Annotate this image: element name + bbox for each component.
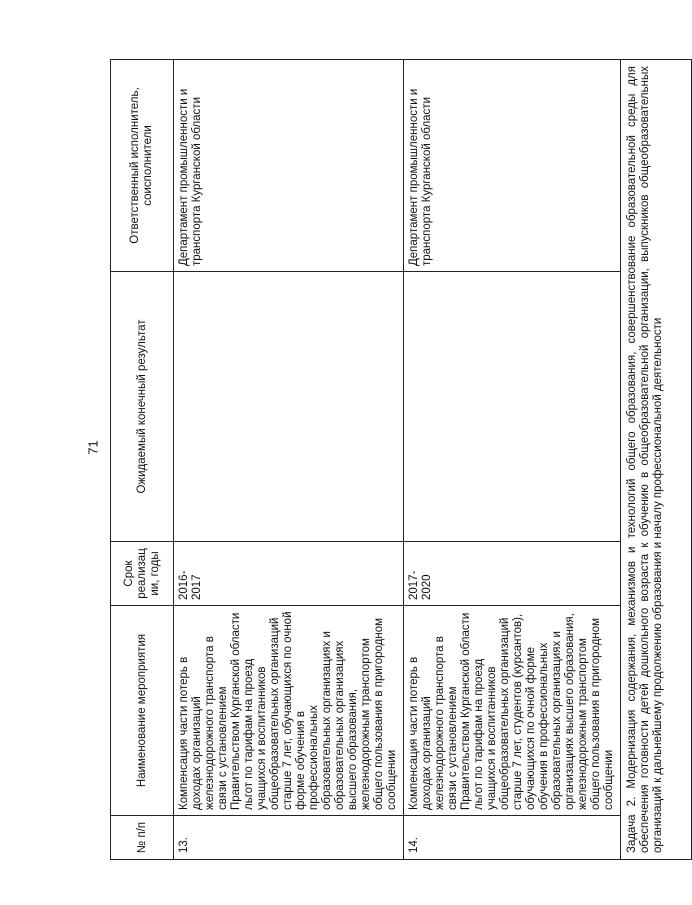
row-expected-result	[174, 272, 404, 542]
header-term: Срок реализации, годы	[111, 542, 174, 606]
row-term: 2016-2017	[174, 542, 404, 606]
header-measure-name: Наименование мероприятия	[111, 606, 174, 816]
row-measure-name: Компенсация части потерь в доходах организаций железнодорожного транспорта в связи с установлением Правительством Курганской области льгот по тарифам на проезд учащихся и воспитанников общеобразовательных организаций старше 7 лет, студентов (курсантов), обучающихся по очной форме обучения в профессиональных образовательных организациях и организациях высшего образования, железнодорожным транспортом общего пользования в пригородном сообщении	[404, 606, 621, 816]
row-number: 13.	[174, 816, 404, 860]
row-executor: Департамент промышленности и транспорта Курганской области	[174, 60, 404, 272]
row-number: 14.	[404, 816, 621, 860]
header-expected-result: Ожидаемый конечный результат	[111, 272, 174, 542]
header-number: № п/п	[111, 816, 174, 860]
row-term: 2017-2020	[404, 542, 621, 606]
page-number: 71	[85, 440, 101, 455]
table-header-row	[111, 60, 174, 860]
row-expected-result	[404, 272, 621, 542]
task-row	[621, 60, 692, 860]
rotated-page-content	[110, 60, 664, 860]
row-measure-name: Компенсация части потерь в доходах организаций железнодорожного транспорта в связи с установлением Правительством Курганской области льгот по тарифам на проезд учащихся и воспитанников общеобразовательных организаций старше 7 лет, обучающихся по очной форме обучения в профессиональных образовательных организациях и образовательных организациях высшего образования, железнодорожным транспортом общего пользования в пригородном сообщении	[174, 606, 404, 816]
task-description: Задача 2. Модернизация содержания, механизмов и технологий общего образования, совершенствование образовательной среды для обеспечения готовности детей дошкольного возраста к обучению в общеобразовательной организации, выпускников общеобразовательных организаций к дальнейшему продолжению образования и началу профессиональной деятельности	[621, 60, 692, 860]
table-row	[174, 60, 404, 860]
header-executor: Ответственный исполнитель, соисполнители	[111, 60, 174, 272]
table-row	[404, 60, 621, 860]
row-executor: Департамент промышленности и транспорта Курганской области	[404, 60, 621, 272]
measures-table	[110, 59, 692, 860]
